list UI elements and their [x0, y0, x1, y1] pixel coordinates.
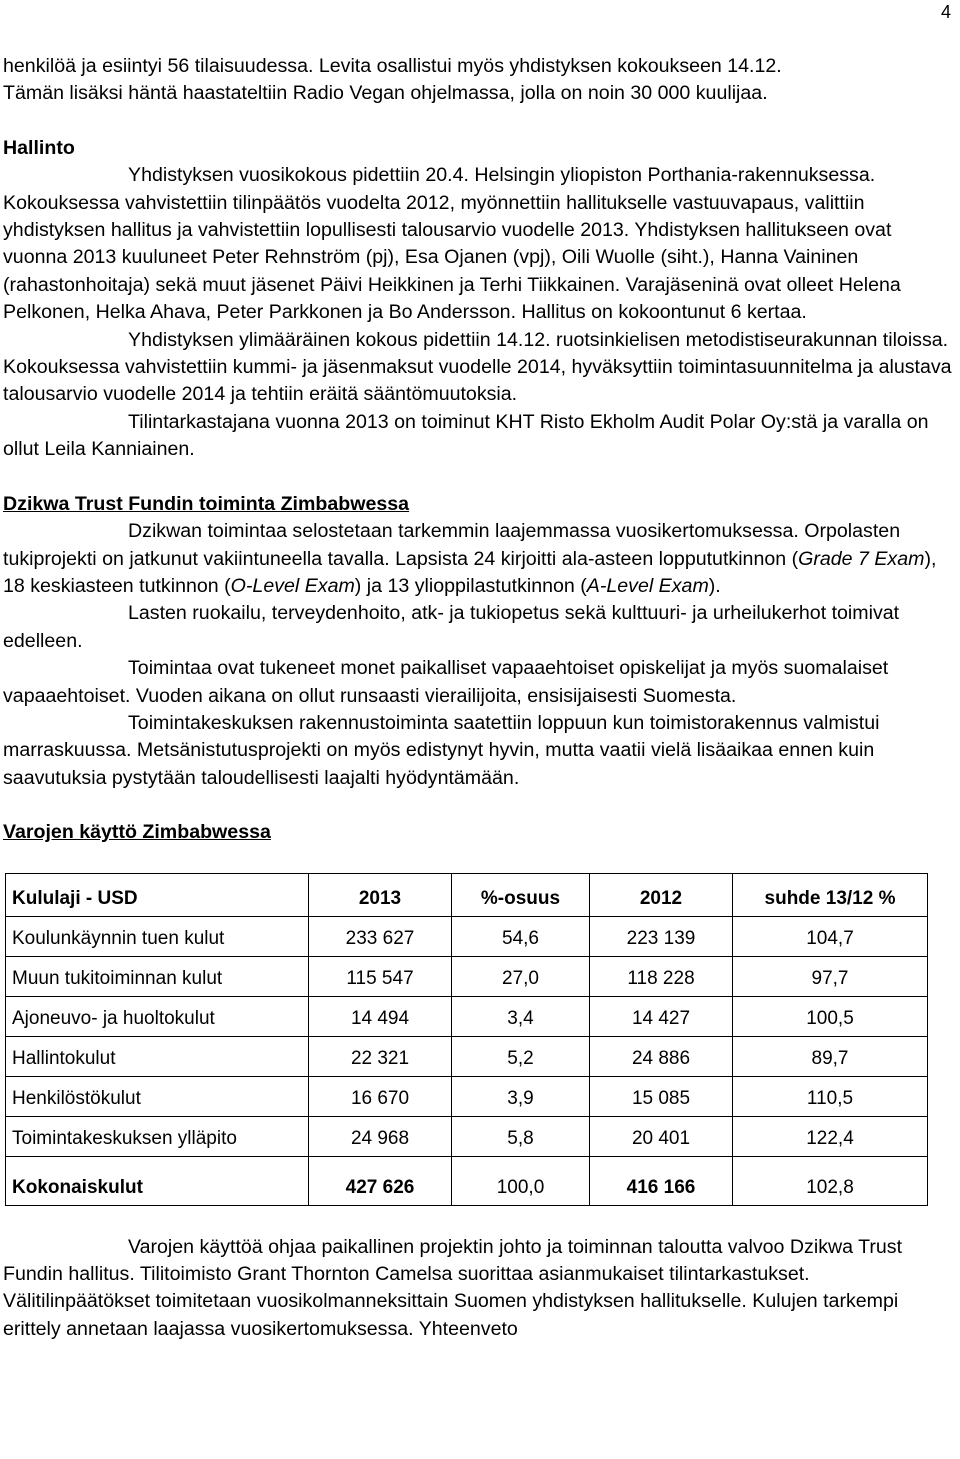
table-cell: 22 321	[309, 1036, 452, 1076]
table-cell: Henkilöstökulut	[6, 1076, 309, 1116]
table-total-row	[6, 1156, 928, 1205]
table-cell: 3,4	[452, 996, 590, 1036]
table-cell: 3,9	[452, 1076, 590, 1116]
table-cell: 100,5	[733, 996, 928, 1036]
table-cell: 89,7	[733, 1036, 928, 1076]
table-header-cell: 2013	[309, 873, 452, 916]
table-header-cell: 2012	[590, 873, 733, 916]
table-cell: 110,5	[733, 1076, 928, 1116]
table-header-cell: Kululaji - USD	[6, 873, 309, 916]
table-cell: Muun tukitoiminnan kulut	[6, 956, 309, 996]
paragraph: Toimintaa ovat tukeneet monet paikalliset vapaaehtoiset opiskelijat ja myös suomalaiset vapaaehtoiset. Vuoden aikana on ollut runsaasti vierailijoita, ensisijaisesti Suomesta.	[3, 657, 889, 707]
intro-line-1: henkilöä ja esiintyi 56 tilaisuudessa. Levita osallistui myös yhdistyksen kokoukseen 14.12.	[3, 55, 782, 77]
table-cell: 97,7	[733, 956, 928, 996]
table-cell: 27,0	[452, 956, 590, 996]
table-cell: 54,6	[452, 916, 590, 956]
table-cell: 223 139	[590, 916, 733, 956]
paragraph: Dzikwan toimintaa selostetaan tarkemmin laajemmassa vuosikertomuksessa. Orpolasten tukiprojekti on jatkunut vakiintuneella tavalla. Lapsista 24 kirjoitti ala-asteen loppututkinnon (Grade 7 Exam), 18 keskiasteen tutkinnon (O-Level Exam) ja 13 ylioppilastutkinnon (A-Level Exam).	[3, 520, 937, 597]
paragraph: Yhdistyksen vuosikokous pidettiin 20.4. Helsingin yliopiston Porthania-rakennuksessa. Kokouksessa vahvistettiin tilinpäätös vuodelta 2012, myönnettiin hallitukselle vastuuvapaus, valittiin yhdistyksen hallitus ja vahvistettiin lopullisesti talousarvio vuodelle 2013. Yhdistyksen hallitukseen ovat vuonna 2013 kuuluneet Peter Rehnström (pj), Esa Ojanen (vpj), Oili Wuolle (siht.), Hanna Vaininen (rahastonhoitaja) sekä muut jäsenet Päivi Heikkinen ja Terhi Tiikkainen. Varajäseninä ovat olleet Helena Pelkonen, Helka Ahava, Peter Parkkonen ja Bo Andersson. Hallitus on kokoontunut 6 kertaa.	[3, 164, 901, 324]
table-cell: 100,0	[452, 1156, 590, 1205]
paragraph: Yhdistyksen ylimääräinen kokous pidettiin 14.12. ruotsinkielisen metodistiseurakunnan tiloissa. Kokouksessa vahvistettiin kummi- ja jäsenmaksut vuodelle 2014, hyväksyttiin toimintasuunnitelma ja alustava talousarvio vuodelle 2014 ja tehtiin eräitä sääntömuutoksia.	[3, 328, 952, 406]
paragraph: Varojen käyttöä ohjaa paikallinen projektin johto ja toiminnan taloutta valvoo Dzikwa Trust Fundin hallitus. Tilitoimisto Grant Thornton Camelsa suorittaa asianmukaiset tilintarkastukset. Välitilinpäätökset toimitetaan vuosikolmanneksittain Suomen yhdistyksen hallitukselle. Kulujen tarkempi erittely annetaan laajassa vuosikertomuksessa. Yhteenveto	[3, 1235, 903, 1340]
table-cell: Ajoneuvo- ja huoltokulut	[6, 996, 309, 1036]
table-cell: Hallintokulut	[6, 1036, 309, 1076]
table-cell: 15 085	[590, 1076, 733, 1116]
table-row	[6, 1076, 928, 1116]
table-cell: Koulunkäynnin tuen kulut	[6, 916, 309, 956]
table-cell: Toimintakeskuksen ylläpito	[6, 1116, 309, 1156]
table-cell: 14 494	[309, 996, 452, 1036]
table-cell: 14 427	[590, 996, 733, 1036]
table-cell: 102,8	[733, 1156, 928, 1205]
table-cell: 122,4	[733, 1116, 928, 1156]
table-cell: 118 228	[590, 956, 733, 996]
document-body	[3, 53, 953, 1343]
table-cell: 24 968	[309, 1116, 452, 1156]
paragraph: Toimintakeskuksen rakennustoiminta saatettiin loppuun kun toimistorakennus valmistui marraskuussa. Metsänistutusprojekti on myös edistynyt hyvin, mutta vaatii vielä lisäaikaa ennen kuin saavutuksia pystytään taloudellisesti laajalti hyödyntämään.	[3, 711, 880, 789]
cost-table	[5, 873, 928, 1206]
table-cell: 233 627	[309, 916, 452, 956]
table-cell: 416 166	[590, 1156, 733, 1205]
table-cell: 24 886	[590, 1036, 733, 1076]
paragraph: Lasten ruokailu, terveydenhoito, atk- ja tukiopetus sekä kulttuuri- ja urheilukerhot toimivat edelleen.	[3, 602, 900, 652]
table-row	[6, 916, 928, 956]
intro-line-2: Tämän lisäksi häntä haastateltiin Radio Vegan ohjelmassa, jolla on noin 30 000 kuulijaa.	[3, 82, 768, 105]
table-cell: Kokonaiskulut	[6, 1156, 309, 1205]
table-cell: 115 547	[309, 956, 452, 996]
table-header-row	[6, 873, 928, 916]
table-cell: 16 670	[309, 1076, 452, 1116]
table-cell: 20 401	[590, 1116, 733, 1156]
table-cell: 5,8	[452, 1116, 590, 1156]
table-row	[6, 996, 928, 1036]
section-heading-hallinto: Hallinto	[3, 136, 75, 159]
table-row	[6, 1036, 928, 1076]
table-row	[6, 1116, 928, 1156]
table-header-cell: %-osuus	[452, 873, 590, 916]
table-cell: 5,2	[452, 1036, 590, 1076]
section-heading-dzikwa: Dzikwa Trust Fundin toiminta Zimbabwessa	[3, 492, 410, 515]
section-heading-varojen: Varojen käyttö Zimbabwessa	[3, 821, 271, 844]
table-header-cell: suhde 13/12 %	[733, 873, 928, 916]
table-cell: 427 626	[309, 1156, 452, 1205]
page-number: 4	[940, 2, 951, 22]
table-row	[6, 956, 928, 996]
table-cell: 104,7	[733, 916, 928, 956]
paragraph: Tilintarkastajana vuonna 2013 on toiminut KHT Risto Ekholm Audit Polar Oy:stä ja varalla on ollut Leila Kanniainen.	[3, 410, 929, 461]
